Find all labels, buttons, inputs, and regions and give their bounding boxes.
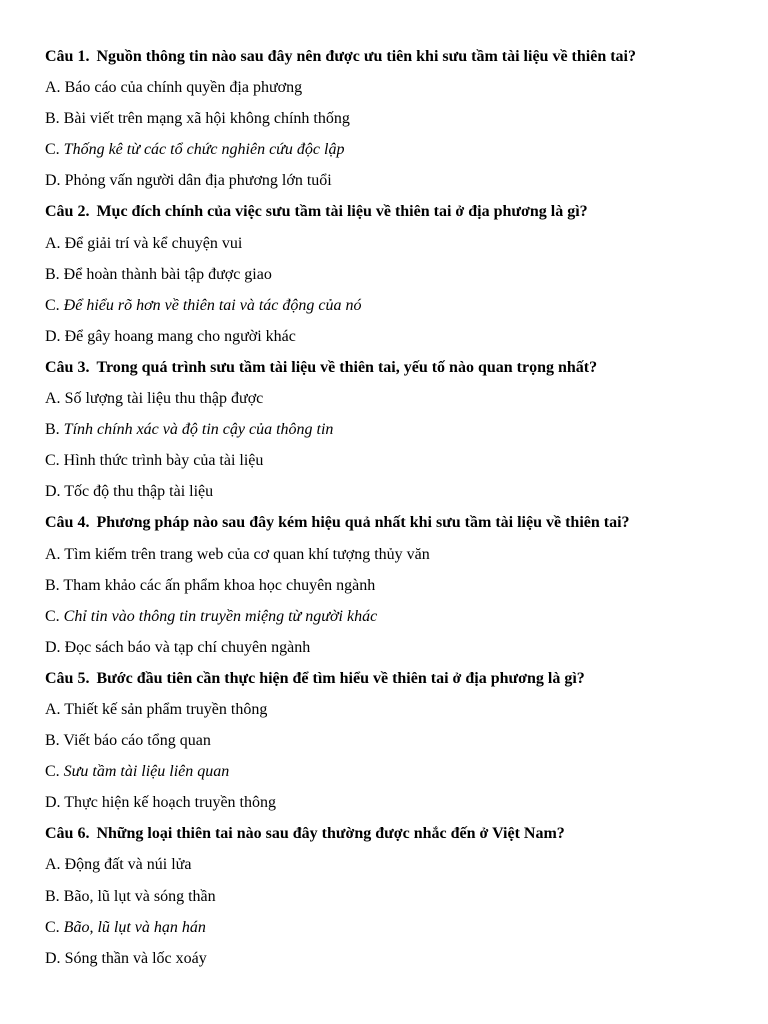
question-block: [45, 201, 728, 356]
option-letter: B.: [45, 265, 60, 283]
quiz-list: [45, 46, 728, 979]
question-heading: [45, 46, 728, 77]
answer-option: [45, 264, 728, 295]
question-heading: [45, 823, 728, 854]
option-text: Để giải trí và kể chuyện vui: [64, 234, 243, 252]
answer-option: [45, 481, 728, 512]
answer-option: [45, 637, 728, 668]
answer-option: [45, 792, 728, 823]
question-block: [45, 823, 728, 978]
answer-option: [45, 886, 728, 917]
answer-option: [45, 761, 728, 792]
question-number: Câu 4.: [45, 514, 90, 532]
answer-option: [45, 326, 728, 357]
answer-option: [45, 295, 728, 326]
option-letter: C.: [45, 918, 60, 936]
option-text: Đọc sách báo và tạp chí chuyên ngành: [64, 638, 311, 656]
option-text: Tìm kiếm trên trang web của cơ quan khí tượng thủy văn: [64, 545, 430, 563]
option-letter: C.: [45, 296, 60, 314]
question-block: [45, 46, 728, 201]
question-heading: [45, 668, 728, 699]
option-letter: D.: [45, 794, 61, 812]
question-heading: [45, 512, 728, 543]
question-block: [45, 357, 728, 512]
question-text: Trong quá trình sưu tầm tài liệu về thiên tai, yếu tố nào quan trọng nhất?: [96, 358, 598, 376]
option-text: Sóng thần và lốc xoáy: [64, 949, 207, 967]
question-number: Câu 6.: [45, 825, 90, 843]
answer-option: [45, 854, 728, 885]
question-number: Câu 3.: [45, 358, 90, 376]
answer-option: [45, 419, 728, 450]
answer-option: [45, 139, 728, 170]
option-letter: B.: [45, 576, 60, 594]
answer-option: [45, 170, 728, 201]
answer-option: [45, 948, 728, 979]
option-letter: C.: [45, 452, 60, 470]
answer-option: [45, 606, 728, 637]
question-text: Mục đích chính của việc sưu tầm tài liệu về thiên tai ở địa phương là gì?: [96, 203, 588, 221]
question-text: Những loại thiên tai nào sau đây thường được nhắc đến ở Việt Nam?: [96, 825, 565, 843]
option-letter: A.: [45, 234, 61, 252]
option-letter: B.: [45, 110, 60, 128]
option-letter: A.: [45, 856, 61, 874]
option-letter: D.: [45, 172, 61, 190]
option-letter: D.: [45, 327, 61, 345]
question-block: [45, 512, 728, 667]
option-letter: D.: [45, 483, 61, 501]
answer-option: [45, 544, 728, 575]
option-text: Thống kê từ các tổ chức nghiên cứu độc lập: [63, 141, 345, 159]
option-text: Tham khảo các ấn phẩm khoa học chuyên ngành: [63, 576, 376, 594]
question-block: [45, 668, 728, 823]
question-number: Câu 2.: [45, 203, 90, 221]
answer-option: [45, 730, 728, 761]
option-text: Để hiểu rõ hơn về thiên tai và tác động của nó: [63, 296, 362, 314]
option-text: Động đất và núi lửa: [64, 856, 192, 874]
option-letter: C.: [45, 141, 60, 159]
option-text: Hình thức trình bày của tài liệu: [63, 452, 264, 470]
option-text: Phỏng vấn người dân địa phương lớn tuổi: [64, 172, 332, 190]
option-text: Viết báo cáo tổng quan: [63, 732, 211, 750]
answer-option: [45, 77, 728, 108]
option-letter: A.: [45, 390, 61, 408]
option-text: Bão, lũ lụt và hạn hán: [63, 918, 206, 936]
option-text: Để hoàn thành bài tập được giao: [63, 265, 272, 283]
option-text: Tốc độ thu thập tài liệu: [64, 483, 214, 501]
answer-option: [45, 233, 728, 264]
question-number: Câu 1.: [45, 48, 90, 65]
option-letter: A.: [45, 545, 61, 563]
option-text: Bài viết trên mạng xã hội không chính thống: [63, 110, 350, 128]
answer-option: [45, 917, 728, 948]
question-heading: [45, 357, 728, 388]
option-letter: C.: [45, 763, 60, 781]
answer-option: [45, 699, 728, 730]
question-heading: [45, 201, 728, 232]
question-text: Phương pháp nào sau đây kém hiệu quả nhất khi sưu tầm tài liệu về thiên tai?: [96, 514, 630, 532]
answer-option: [45, 388, 728, 419]
question-number: Câu 5.: [45, 669, 90, 687]
option-letter: B.: [45, 732, 60, 750]
option-letter: B.: [45, 421, 60, 439]
answer-option: [45, 575, 728, 606]
option-letter: D.: [45, 949, 61, 967]
answer-option: [45, 450, 728, 481]
option-text: Thực hiện kế hoạch truyền thông: [64, 794, 276, 812]
option-text: Chỉ tin vào thông tin truyền miệng từ người khác: [63, 607, 378, 625]
question-text: Nguồn thông tin nào sau đây nên được ưu tiên khi sưu tầm tài liệu về thiên tai?: [96, 48, 636, 65]
option-letter: D.: [45, 638, 61, 656]
option-letter: A.: [45, 700, 61, 718]
option-text: Bão, lũ lụt và sóng thần: [63, 887, 216, 905]
option-text: Báo cáo của chính quyền địa phương: [64, 79, 303, 97]
question-text: Bước đầu tiên cần thực hiện để tìm hiểu về thiên tai ở địa phương là gì?: [96, 669, 585, 687]
option-text: Tính chính xác và độ tin cậy của thông tin: [63, 421, 334, 439]
option-letter: A.: [45, 79, 61, 97]
option-text: Số lượng tài liệu thu thập được: [64, 390, 264, 408]
option-text: Thiết kế sản phẩm truyền thông: [64, 700, 268, 718]
option-text: Sưu tầm tài liệu liên quan: [63, 763, 230, 781]
option-letter: B.: [45, 887, 60, 905]
answer-option: [45, 108, 728, 139]
option-letter: C.: [45, 607, 60, 625]
option-text: Để gây hoang mang cho người khác: [64, 327, 296, 345]
